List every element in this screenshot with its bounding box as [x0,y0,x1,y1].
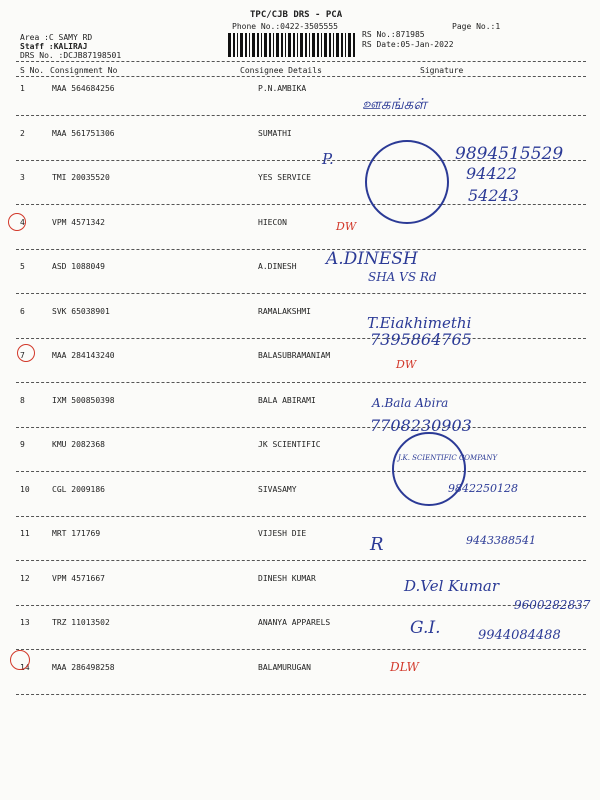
serial-mark-circle-4 [8,213,26,231]
phone-row-12: 9600282837 [514,598,591,612]
row-serial: 3 [20,173,25,182]
signature-row-13: G.I. [410,618,441,638]
barcode-bar [336,33,339,57]
row-consignment-no: CGL 2009186 [52,485,105,494]
signature-row-6: T.Eiakhimethi [367,314,472,332]
row-divider [16,115,586,116]
signature-row-11: R [370,534,384,555]
row-consignee: P.N.AMBIKA [258,84,307,93]
row-serial: 14 [20,663,30,672]
signature-row-1: ஊகங்கள் [362,95,427,113]
barcode-bar [324,33,327,57]
barcode-bar [329,33,331,57]
row-serial: 1 [20,84,25,93]
row-consignee: BALA ABIRAMI [258,396,316,405]
barcode-bar [233,33,235,57]
col-sno: S No. [20,66,45,75]
page-number: Page No.:1 [452,22,501,31]
row-serial: 7 [20,351,25,360]
rs-number: RS No.:871985 [362,30,425,39]
col-signature: Signature [420,66,464,75]
company-stamp-row-3 [365,140,449,224]
barcode-bar [317,33,319,57]
barcode-bar [269,33,271,57]
row-divider [16,249,586,250]
barcode-bar [237,33,238,57]
row-divider [16,293,586,294]
row-consignee: HIECON [258,218,287,227]
row-serial: 8 [20,396,25,405]
barcode-bar [300,33,303,57]
serial-mark-circle-14 [10,650,30,670]
col-consignee: Consignee Details [240,66,322,75]
header-divider-top [16,61,586,62]
barcode-bar [257,33,259,57]
dw-mark-row-7: DW [396,358,417,371]
row-consignment-no: MAA 286498258 [52,663,115,672]
row-consignee: JK SCIENTIFIC [258,440,321,449]
row-consignee: VIJESH DIE [258,529,307,538]
barcode-bar [252,33,255,57]
note-row-3: 94422 [466,164,517,183]
row-consignee: BALAMURUGAN [258,663,311,672]
row-serial: 4 [20,218,25,227]
barcode-bar [297,33,298,57]
row-divider [16,560,586,561]
barcode-bar [348,33,351,57]
serial-mark-circle-7 [17,344,35,362]
barcode-bar [293,33,295,57]
phone-row-3: 9894515529 [455,144,564,164]
row-serial: 11 [20,529,30,538]
barcode-bar [240,33,243,57]
drs-number: DRS No. :DCJB87198501 [20,51,122,60]
row-serial: 6 [20,307,25,316]
staff-label: Staff :KALIRAJ [20,42,88,51]
row-divider [16,471,586,472]
phone-row-10: 9842250128 [448,482,518,495]
row-serial: 12 [20,574,30,583]
barcode-bar [276,33,279,57]
barcode-bar [245,33,247,57]
row-consignment-no: MAA 564684256 [52,84,115,93]
report-title: TPC/CJB DRS - PCA [250,10,343,20]
barcode-bar [249,33,250,57]
barcode-bar [288,33,291,57]
rs-date: RS Date:05-Jan-2022 [362,40,454,49]
row-consignment-no: ASD 1088049 [52,262,105,271]
barcode-bar [341,33,343,57]
barcode-bar [321,33,322,57]
barcode-bar [261,33,262,57]
barcode-bar [281,33,283,57]
row-consignment-no: VPM 4571342 [52,218,105,227]
barcode-bar [228,33,231,57]
barcode-bar [264,33,267,57]
row-serial: 9 [20,440,25,449]
row-serial: 13 [20,618,30,627]
row-consignment-no: MAA 284143240 [52,351,115,360]
barcode-bar [312,33,315,57]
row-consignment-no: IXM 500850398 [52,396,115,405]
row-serial: 10 [20,485,30,494]
row-divider [16,338,586,339]
barcode-bar [309,33,310,57]
row-consignment-no: VPM 4571667 [52,574,105,583]
barcode [228,33,356,57]
barcode-bar [353,33,355,57]
row-consignment-no: TRZ 11013502 [52,618,110,627]
signature-row-12: D.Vel Kumar [404,577,500,595]
dw-mark-row-14: DLW [390,660,419,674]
row-consignee: RAMALAKSHMI [258,307,311,316]
row-divider [16,694,586,695]
row-consignee: YES SERVICE [258,173,311,182]
row-consignment-no: TMI 20035520 [52,173,110,182]
row-serial: 2 [20,129,25,138]
signature-row-3: P. [322,150,334,168]
phone-row-13: 9944084488 [478,628,561,643]
dw-mark-row-4: DW [336,220,357,233]
barcode-bar [285,33,286,57]
row-divider [16,605,586,606]
barcode-bar [345,33,346,57]
row-serial: 5 [20,262,25,271]
note-row-5: SHA VS Rd [368,270,437,284]
row-consignee: BALASUBRAMANIAM [258,351,331,360]
barcode-bar [273,33,274,57]
row-consignee: A.DINESH [258,262,297,271]
row-consignment-no: SVK 65038901 [52,307,110,316]
row-consignment-no: MRT 171769 [52,529,101,538]
signature-row-8: A.Bala Abira [372,396,449,410]
phone-number: Phone No.:0422-3505555 [232,22,338,31]
barcode-bar [333,33,334,57]
signature-row-5: A.DINESH [326,249,418,269]
area-label: Area :C SAMY RD [20,33,93,42]
row-consignee: ANANYA APPARELS [258,618,331,627]
header-divider-bottom [16,76,586,77]
row-divider [16,382,586,383]
row-consignment-no: MAA 561751306 [52,129,115,138]
phone-row-8: 7708230903 [370,416,472,435]
barcode-bar [305,33,307,57]
row-divider [16,649,586,650]
row-consignee: SIVASAMY [258,485,297,494]
row-divider [16,427,586,428]
row-consignment-no: KMU 2082368 [52,440,105,449]
stamp-text-row-9: J.K. SCIENTIFIC COMPANY [398,454,498,462]
row-consignee: DINESH KUMAR [258,574,316,583]
row-consignee: SUMATHI [258,129,292,138]
row-divider [16,516,586,517]
phone-row-11: 9443388541 [466,534,536,547]
phone-row-6: 7395864765 [370,330,472,349]
note-row-3b: 54243 [468,186,519,205]
col-consignment: Consignment No [50,66,118,75]
